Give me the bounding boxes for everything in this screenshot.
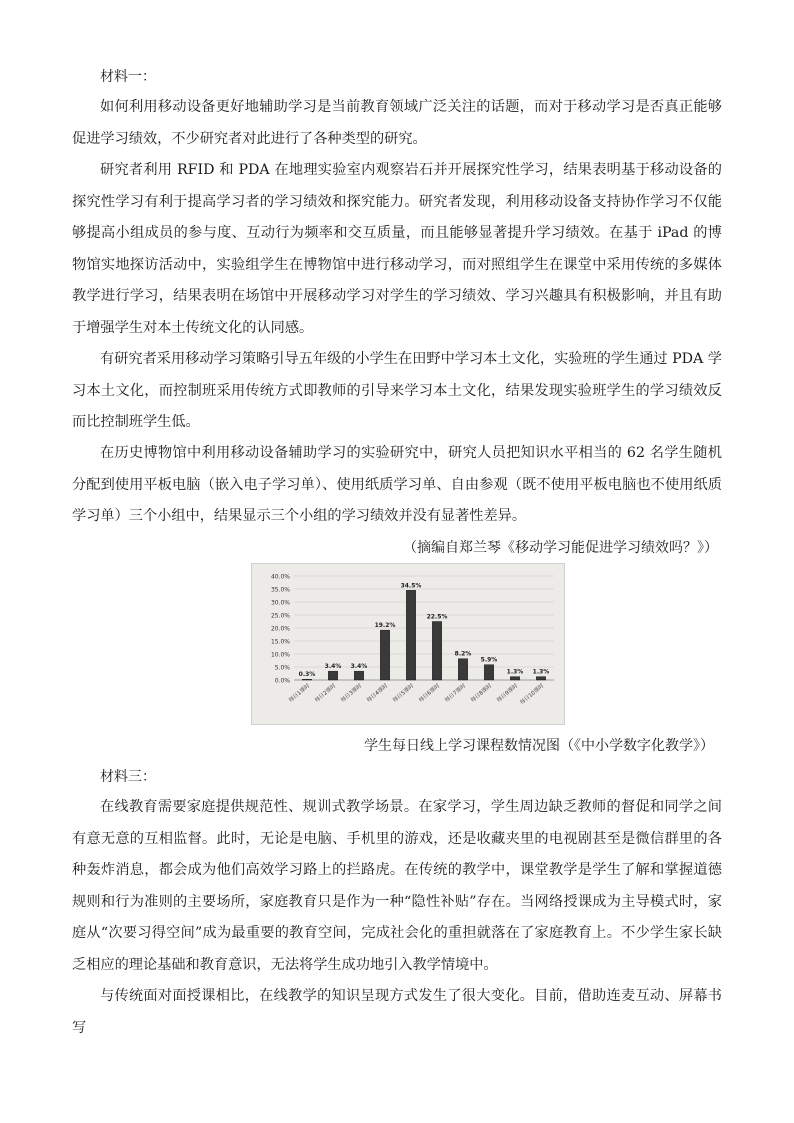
y-tick-label: 40.0% bbox=[270, 573, 290, 581]
bar bbox=[406, 590, 415, 680]
y-tick-label: 35.0% bbox=[270, 586, 290, 594]
bar bbox=[484, 665, 493, 680]
data-label: 1.3% bbox=[506, 668, 524, 676]
x-tick-label: 每日5课时 bbox=[391, 682, 416, 704]
bar bbox=[536, 677, 545, 680]
bar bbox=[354, 671, 363, 680]
bar bbox=[302, 679, 311, 680]
data-label: 22.5% bbox=[426, 613, 448, 621]
x-tick-label: 每日9课时 bbox=[495, 682, 520, 704]
y-tick-label: 30.0% bbox=[270, 599, 290, 607]
material-one-heading: 材料一： bbox=[100, 69, 156, 85]
bar bbox=[510, 677, 519, 680]
bar-chart-svg bbox=[252, 564, 564, 724]
x-tick-label: 每日4课时 bbox=[365, 682, 390, 704]
material-one-paragraph-4: 在历史博物馆中利用移动设备辅助学习的实验研究中，研究人员把知识水平相当的 62 名学生随机分配到使用平板电脑（嵌入电子学习单）、使用纸质学习单、自由参观（既不使用平板电脑也不使用纸质学习单）三个小组中，结果显示三个小组的学习绩效并没有显著性差异。 bbox=[72, 445, 722, 524]
x-tick-label: 每日3课时 bbox=[339, 682, 364, 704]
material-three-paragraph-1: 在线教育需要家庭提供规范性、规训式教学场景。在家学习，学生周边缺乏教师的督促和同学之间有意无意的互相监督。此时，无论是电脑、手机里的游戏，还是收藏夹里的电视剧甚至是微信群里的各种轰炸消息，都会成为他们高效学习路上的拦路虎。在传统的教学中，课堂教学是学生了解和掌握道德规则和行为准则的主要场所，家庭教育只是作为一种“隐性补贴”存在。当网络授课成为主导模式时，家庭从“次要习得空间”成为最重要的教育空间，完成社会化的重担就落在了家庭教育上。不少学生家长缺乏相应的理论基础和教育意识，无法将学生成功地引入教学情境中。 bbox=[72, 799, 722, 973]
y-tick-label: 15.0% bbox=[270, 638, 290, 646]
bar bbox=[328, 671, 337, 680]
x-tick-label: 每日7课时 bbox=[443, 682, 468, 704]
data-label: 19.2% bbox=[374, 622, 396, 630]
material-one-paragraph-3: 有研究者采用移动学习策略引导五年级的小学生在田野中学习本土文化，实验班的学生通过 PDA 学习本土文化，而控制班采用传统方式即教师的引导来学习本土文化，结果发现实验班学生的学习绩效反而比控制班学生低。 bbox=[72, 351, 722, 430]
x-tick-label: 每日10课时 bbox=[519, 682, 546, 707]
x-tick-label: 每日2课时 bbox=[313, 682, 338, 704]
bar bbox=[432, 622, 441, 681]
material-three-paragraph-2: 与传统面对面授课相比，在线教学的知识呈现方式发生了很大变化。目前，借助连麦互动、屏幕书写 bbox=[72, 988, 722, 1036]
data-label: 34.5% bbox=[400, 582, 422, 590]
x-tick-label: 每日1课时 bbox=[287, 682, 312, 704]
x-tick-label: 每日6课时 bbox=[417, 682, 442, 704]
bar-chart bbox=[251, 563, 565, 725]
bar bbox=[458, 659, 467, 680]
y-tick-label: 0.0% bbox=[274, 677, 290, 685]
data-label: 8.2% bbox=[454, 650, 472, 658]
material-one-source: （摘编自郑兰琴《移动学习能促进学习绩效吗？》） bbox=[403, 540, 718, 556]
material-one-paragraph-1: 如何利用移动设备更好地辅助学习是当前教育领域广泛关注的话题，而对于移动学习是否真正能够促进学习绩效，不少研究者对此进行了各种类型的研究。 bbox=[72, 99, 722, 147]
data-label: 3.4% bbox=[324, 663, 342, 671]
data-label: 0.3% bbox=[298, 671, 316, 679]
y-tick-label: 25.0% bbox=[270, 612, 290, 620]
chart-caption: 学生每日线上学习课程数情况图（《中小学数字化教学》） bbox=[364, 738, 714, 754]
material-three-heading: 材料三： bbox=[100, 769, 156, 785]
bar bbox=[380, 630, 389, 680]
y-tick-label: 10.0% bbox=[270, 651, 290, 659]
data-label: 1.3% bbox=[532, 668, 550, 676]
x-tick-label: 每日8课时 bbox=[469, 682, 494, 704]
data-label: 5.9% bbox=[480, 656, 498, 664]
material-one-paragraph-2: 研究者利用 RFID 和 PDA 在地理实验室内观察岩石并开展探究性学习，结果表明基于移动设备的探究性学习有利于提高学习者的学习绩效和探究能力。研究者发现，利用移动设备支持协作学习不仅能够提高小组成员的参与度、互动行为频率和交互质量，而且能够显著提升学习绩效。在基于 iPad 的博物馆实地探访活动中，实验组学生在博物馆中进行移动学习，而对照组学生在课堂中采用传统的多媒体教学进行学习，结果表明在场馆中开展移动学习对学生的学习绩效、学习兴趣具有积极影响，并且有助于增强学生对本土传统文化的认同感。 bbox=[72, 162, 722, 336]
y-tick-label: 20.0% bbox=[270, 625, 290, 633]
data-label: 3.4% bbox=[350, 663, 368, 671]
y-tick-label: 5.0% bbox=[274, 664, 290, 672]
